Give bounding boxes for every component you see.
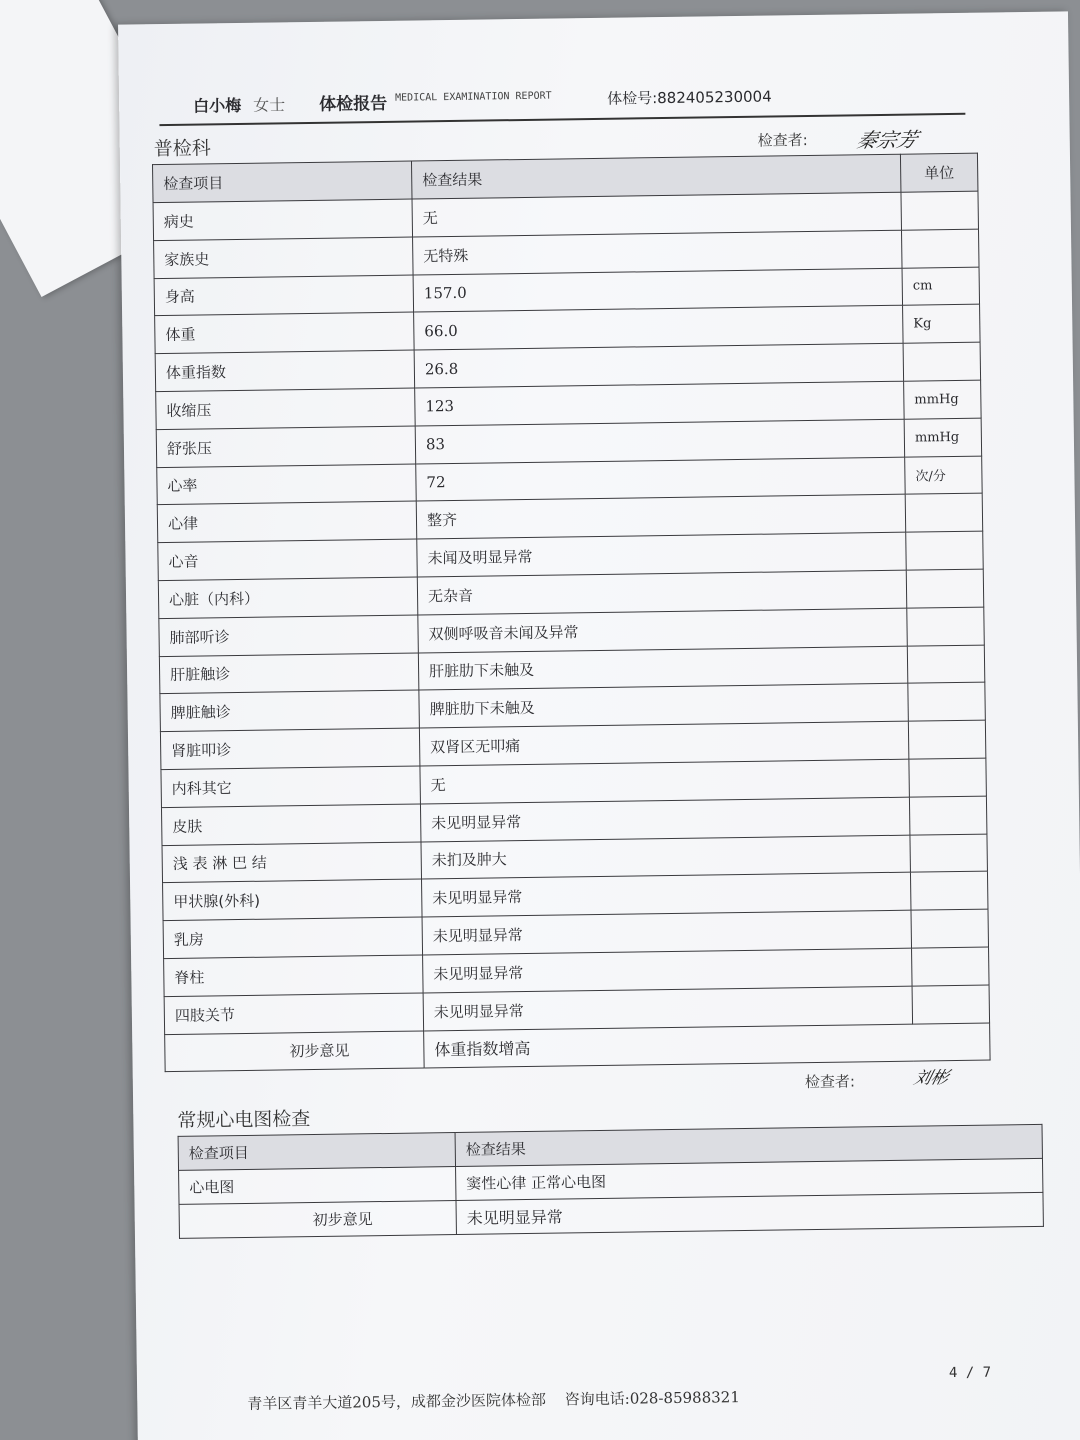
ecg-summary-label: 初步意见 <box>179 1201 456 1239</box>
column-header-unit: 单位 <box>900 153 978 192</box>
row-unit <box>901 191 979 230</box>
row-result-value: 83 <box>415 419 904 464</box>
patient-name: 白小梅 <box>193 95 242 116</box>
row-item-label: 皮肤 <box>161 804 421 845</box>
row-result-value: 无杂音 <box>417 570 906 615</box>
row-item-label: 甲状腺(外科) <box>163 879 423 920</box>
row-unit <box>909 758 987 797</box>
row-item-label: 病史 <box>153 199 413 240</box>
row-result-value: 整齐 <box>416 495 905 540</box>
row-unit <box>905 493 983 532</box>
row-result-value: 未见明显异常 <box>422 910 911 955</box>
general-exam-table <box>152 153 991 1073</box>
general-examiner-signature: 秦宗芳 <box>854 127 921 153</box>
ecg-column-header-result: 检查结果 <box>455 1124 1042 1166</box>
row-result-value: 未见明显异常 <box>423 948 912 993</box>
general-section-title: 普检科 <box>153 137 211 161</box>
row-unit: 次/分 <box>905 456 983 495</box>
row-result-value: 无特殊 <box>413 230 902 275</box>
row-result-value: 双肾区无叩痛 <box>419 721 908 766</box>
ecg-column-header-item: 检查项目 <box>178 1133 455 1171</box>
patient-title: 女士 <box>253 95 286 115</box>
row-unit: Kg <box>903 305 981 344</box>
row-result-value: 无 <box>412 192 901 237</box>
row-item-label: 脊柱 <box>164 955 424 996</box>
ecg-row-item-label: 心电图 <box>179 1167 456 1205</box>
footer <box>247 1386 740 1414</box>
row-unit: mmHg <box>904 380 982 419</box>
row-unit <box>906 531 984 570</box>
ecg-examiner-signature: 刘彬 <box>911 1068 951 1089</box>
footer-address: 青羊区青羊大道205号，成都金沙医院体检部 <box>247 1390 547 1413</box>
row-result-value: 66.0 <box>414 306 903 351</box>
row-unit <box>908 720 986 759</box>
row-result-value: 未见明显异常 <box>423 986 912 1031</box>
row-result-value: 未见明显异常 <box>422 872 911 917</box>
column-header-result: 检查结果 <box>411 154 900 199</box>
row-item-label: 内科其它 <box>161 766 421 807</box>
row-unit <box>903 342 981 381</box>
row-item-label: 脾脏触诊 <box>160 690 420 731</box>
ecg-examiner-label: 检查者: <box>804 1072 856 1092</box>
row-unit <box>909 796 987 835</box>
row-result-value: 脾脏肋下未触及 <box>419 684 908 729</box>
row-unit <box>910 834 988 873</box>
exam-number: 体检号:882405230004 <box>607 87 772 108</box>
row-result-value: 26.8 <box>414 343 903 388</box>
row-item-label: 肾脏叩诊 <box>160 728 420 769</box>
row-item-label: 四肢关节 <box>164 993 424 1034</box>
row-item-label: 肺部听诊 <box>159 615 419 656</box>
report-title-en: MEDICAL EXAMINATION REPORT <box>395 90 552 104</box>
row-unit: cm <box>902 267 980 306</box>
general-examiner-label: 检查者: <box>757 131 808 150</box>
row-unit <box>911 909 989 948</box>
row-item-label: 肝脏触诊 <box>159 653 419 694</box>
row-item-label: 心脏（内科） <box>158 577 418 618</box>
row-item-label: 身高 <box>154 275 414 316</box>
row-item-label: 乳房 <box>163 917 423 958</box>
row-unit <box>907 607 985 646</box>
row-item-label: 家族史 <box>154 237 414 278</box>
ecg-summary-value: 未见明显异常 <box>456 1192 1043 1234</box>
row-item-label: 收缩压 <box>156 388 416 429</box>
ecg-section-title: 常规心电图检查 <box>177 1108 311 1132</box>
report-title-cn: 体检报告 <box>319 93 388 115</box>
row-item-label: 体重指数 <box>155 350 415 391</box>
row-result-value: 157.0 <box>413 268 902 313</box>
row-item-label: 舒张压 <box>156 426 416 467</box>
row-unit: mmHg <box>904 418 982 457</box>
row-unit <box>901 229 979 268</box>
row-result-value: 未闻及明显异常 <box>417 532 906 577</box>
summary-label: 初步意见 <box>165 1030 425 1071</box>
row-item-label: 心率 <box>157 464 417 505</box>
ecg-row-result-value: 窦性心律 正常心电图 <box>456 1158 1043 1200</box>
row-item-label: 体重 <box>155 312 415 353</box>
row-result-value: 123 <box>415 381 904 426</box>
row-unit <box>912 985 990 1024</box>
ecg-table <box>178 1124 1044 1239</box>
report-page <box>118 11 1080 1440</box>
row-result-value: 未扪及肿大 <box>421 835 910 880</box>
row-result-value: 肝脏肋下未触及 <box>418 646 907 691</box>
row-result-value: 72 <box>416 457 905 502</box>
row-item-label: 心音 <box>158 539 418 580</box>
footer-phone: 咨询电话:028-85988321 <box>564 1388 740 1409</box>
summary-value: 体重指数增高 <box>424 1023 990 1069</box>
page-number: 4 / 7 <box>948 1364 992 1382</box>
row-item-label: 浅 表 淋 巴 结 <box>162 842 422 883</box>
row-unit <box>912 947 990 986</box>
row-item-label: 心律 <box>157 501 417 542</box>
row-unit <box>906 569 984 608</box>
row-unit <box>910 871 988 910</box>
row-result-value: 无 <box>420 759 909 804</box>
row-result-value: 未见明显异常 <box>420 797 909 842</box>
row-result-value: 双侧呼吸音未闻及异常 <box>418 608 907 653</box>
column-header-item: 检查项目 <box>153 161 413 203</box>
row-unit <box>908 682 986 721</box>
row-unit <box>907 645 985 684</box>
